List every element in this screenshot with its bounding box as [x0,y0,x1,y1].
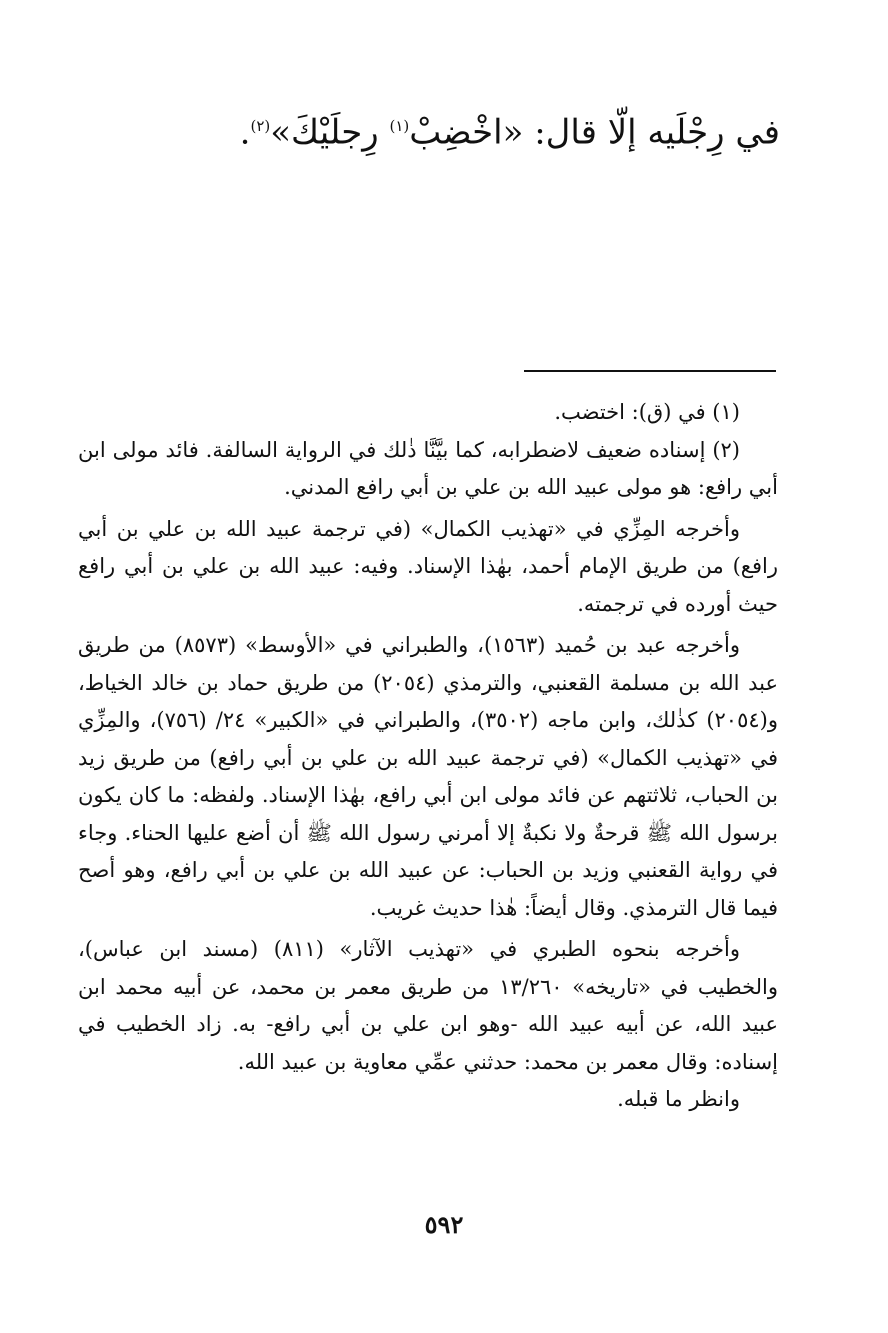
footnote-2-paragraph-2: وأخرجه المِزِّي في «تهذيب الكمال» (في ترجمة عبيد الله بن علي بن أبي رافع) من طريق الإمام أحمد، بهٰذا الإسناد. وفيه: عبيد الله بن علي بن أبي رافع حيث أورده في ترجمته. [78,516,778,616]
footnote-1: (١) في (ق): اختضب. [554,400,740,424]
page-number: ٥٩٢ [424,1210,464,1239]
main-text-end: . [239,112,251,153]
footnote-2: (٢) إسناده ضعيف لاضطرابه، كما بيَّنَّا ذٰلك في الرواية السالفة. فائد مولى ابن أبي رافع: هو مولى عبيد الله بن علي بن أبي رافع المدني. [78,437,778,499]
footnote-2-paragraph-3: وأخرجه عبد بن حُميد (١٥٦٣)، والطبراني في «الأوسط» (٨٥٧٣) من طريق عبد الله بن مسلمة القعنبي، والترمذي (٢٠٥٤) من طريق حماد بن خالد الخياط، و(٢٠٥٤) كذٰلك، وابن ماجه (٣٥٠٢)، والطبراني في «الكبير» ٢٤/ (٧٥٦)، والمِزِّي في «تهذيب الكمال» (في ترجمة عبيد الله بن علي بن أبي رافع) من طريق زيد بن الحباب، ثلاثتهم عن فائد مولى ابن أبي رافع، بهٰذا الإسناد. ولفظه: ما كان يكون برسول الله ﷺ قرحةٌ ولا نكبةٌ إلا أمرني رسول الله ﷺ أن أضع عليها الحناء. وجاء في رواية القعنبي وزيد بن الحباب: عن عبيد الله بن علي بن أبي رافع، وهو أصح فيما قال الترمذي. وقال أيضاً: هٰذا حديث غريب. [78,633,778,920]
main-text-start: في رِجْلَيه إلّا قال: «اخْضِبْ [409,112,780,153]
footnote-reference-2: (٢) [250,117,271,135]
footnotes [78,394,778,1119]
footnote-2-paragraph-5: وانظر ما قبله. [617,1087,740,1111]
footnote-separator [524,370,776,372]
footnote-2-paragraph-4: وأخرجه بنحوه الطبري في «تهذيب الآثار» (٨١١) (مسند ابن عباس)، والخطيب في «تاريخه» ١٣/٢٦٠ من طريق معمر بن محمد، عن أبيه محمد ابن عبيد الله، عن أبيه عبيد الله -وهو ابن علي بن أبي رافع- به. زاد الخطيب في إسناده: وقال معمر بن محمد: حدثني عمِّي معاوية بن عبيد الله. [78,937,779,1074]
footnote-reference-1: (١) [389,117,410,135]
main-text [100,96,780,162]
main-text-middle: رِجلَيْكَ» [270,112,390,153]
